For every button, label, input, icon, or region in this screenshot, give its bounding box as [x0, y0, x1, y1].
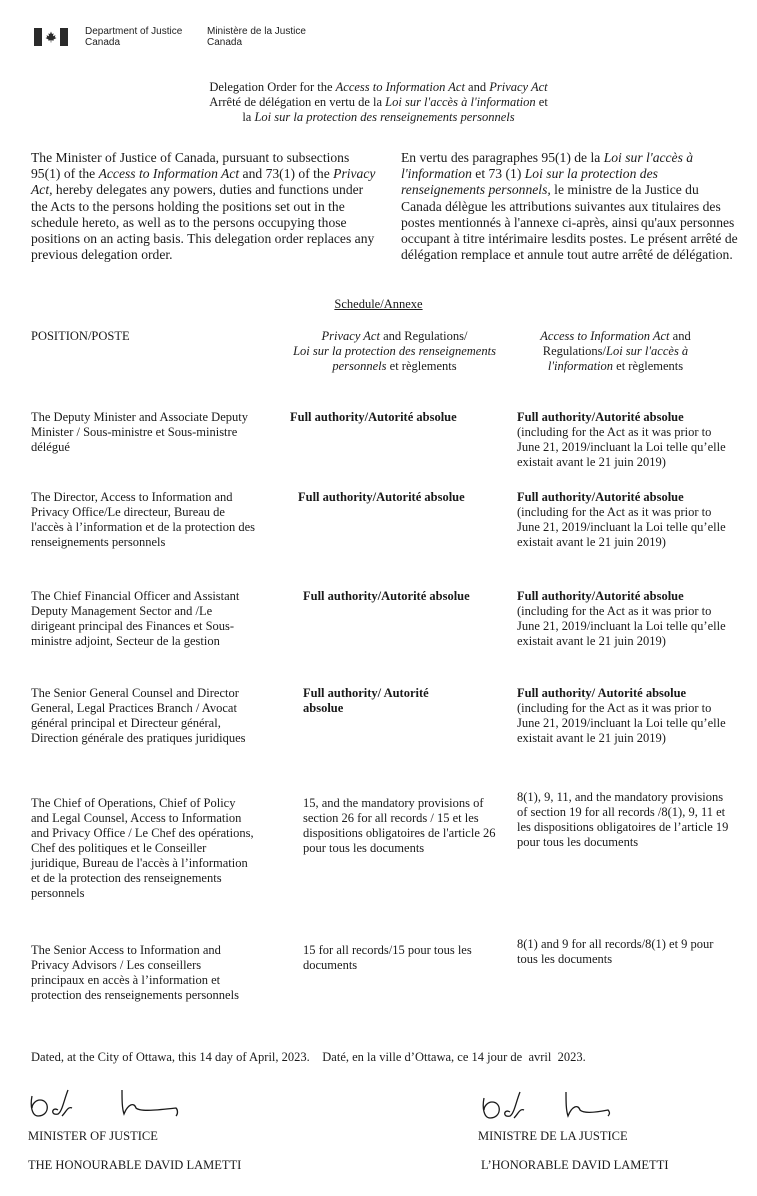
row-ati-authority: 8(1), 9, 11, and the mandatory provisions of section 19 for all records /8(1), 9, 11 et les dispositions obligatoires de l’article 19 pour tous les documents — [517, 790, 729, 849]
authority-note: (including for the Act as it was prior to June 21, 2019/incluant la Loi telle qu’elle existait avant le 21 juin 2019) — [517, 505, 726, 549]
title-text: Delegation Order for the — [209, 80, 336, 94]
authority-label: Full authority/ Autorité absolue — [517, 686, 687, 700]
preamble-text: hereby delegates any powers, duties and functions under the Acts to the persons holding the positions set out in the schedule hereto, as well as to the persons occupying those positions on an acting basis. This delegation order replaces any previous delegation order. — [31, 182, 375, 263]
preamble-fr — [401, 150, 741, 263]
column-header-ati — [513, 329, 718, 374]
schedule-heading: Schedule/Annexe — [334, 297, 423, 311]
row-position: The Senior Access to Information and Privacy Advisors / Les conseillers principaux en accès à l’information et protection des renseignements personnels — [31, 943, 239, 1002]
signature-name-en: THE HONOURABLE DAVID LAMETTI — [28, 1158, 242, 1172]
row-privacy-authority: 15 for all records/15 pour tous les documents — [303, 943, 472, 972]
row-privacy-authority: Full authority/ Autorité absolue — [303, 686, 429, 715]
act-name: Loi sur l'accès à l'information — [401, 150, 694, 182]
signature-name-fr: L’HONORABLE DAVID LAMETTI — [481, 1158, 669, 1172]
canada-flag-icon — [34, 28, 68, 46]
preamble-text: En vertu des paragraphes 95(1) de la — [401, 150, 604, 165]
title-text: la — [242, 110, 255, 124]
preamble-text: et 73 (1) — [471, 166, 525, 182]
row-privacy-authority: Full authority/Autorité absolue — [290, 410, 457, 424]
department-line: Ministère de la Justice — [207, 26, 306, 37]
preamble-text: le ministre de la Justice du Canada délègue les attributions suivantes aux titulaires des postes mentionnés à l'annexe ci-après, ainsi qu'aux personnes occupant à titre intérimaire lesdits postes. Le présent arrêté de délégation remplace et annule tout autre arrêté de délégation. — [401, 182, 738, 263]
signature-icon — [480, 1088, 610, 1124]
preamble-en — [31, 150, 376, 263]
column-header-position: POSITION/POSTE — [31, 329, 130, 343]
dated-en: Dated, at the City of Ottawa, this 14 day of April, 2023. — [31, 1050, 310, 1064]
title-text: et — [535, 95, 548, 109]
row-ati-authority — [517, 490, 732, 550]
row-position: The Chief of Operations, Chief of Policy and Legal Counsel, Access to Information and Privacy Office / Le Chef des opérations, Chef des politiques et le Conseiller juridique, Bureau de l'accès à l’information et de la protection des renseignements personnels — [31, 796, 254, 900]
department-name-en — [85, 26, 182, 48]
column-header-privacy — [292, 329, 497, 374]
row-position: The Deputy Minister and Associate Deputy Minister / Sous-ministre et Sous-ministre délégué — [31, 410, 248, 454]
act-name: Privacy Act — [321, 329, 380, 343]
signature-title-fr: MINISTRE DE LA JUSTICE — [478, 1129, 628, 1143]
row-position: The Chief Financial Officer and Assistant Deputy Management Sector and /Le dirigeant principal des Finances et Sous-ministre adjoint, Secteur de la gestion — [31, 589, 240, 648]
act-name: Access to Information Act — [540, 329, 670, 343]
signature-icon — [28, 1086, 158, 1122]
row-privacy-authority: Full authority/Autorité absolue — [298, 490, 465, 504]
signature-title-en: MINISTER OF JUSTICE — [28, 1129, 158, 1143]
header-text: et règlements — [386, 359, 457, 373]
department-name-fr — [207, 26, 306, 48]
dated-fr: Daté, en la ville d’Ottawa, ce 14 jour de avril 2023. — [322, 1050, 586, 1064]
header-text: et règlements — [613, 359, 684, 373]
title-act: Loi sur l'accès à l'information — [385, 95, 536, 109]
authority-note: (including for the Act as it was prior to June 21, 2019/incluant la Loi telle qu’elle existait avant le 21 juin 2019) — [517, 604, 726, 648]
authority-label: Full authority/Autorité absolue — [517, 410, 684, 424]
act-name: Loi sur la protection des renseignements personnels, — [401, 166, 658, 198]
act-name: Access to Information Act — [98, 166, 240, 182]
dated-line — [31, 1050, 731, 1065]
department-line: Canada — [85, 37, 121, 48]
preamble-text: and 73(1) of the — [239, 166, 334, 182]
row-privacy-authority: 15, and the mandatory provisions of section 26 for all records / 15 et les dispositions obligatoires de l'article 26 pour tous les documents — [303, 796, 496, 855]
act-name: Loi sur la protection des renseignements personnels — [293, 344, 496, 373]
document-title — [0, 80, 757, 125]
authority-note: (including for the Act as it was prior to June 21, 2019/incluant la Loi telle qu’elle existait avant le 21 juin 2019) — [517, 425, 726, 469]
row-position: The Senior General Counsel and Director General, Legal Practices Branch / Avocat général principal et Directeur général, Direction générale des pratiques juridiques — [31, 686, 246, 745]
row-ati-authority — [517, 686, 732, 746]
title-act: Privacy Act — [489, 80, 548, 94]
department-line: Canada — [207, 37, 243, 48]
title-text: Arrêté de délégation en vertu de la — [209, 95, 386, 109]
act-name: Privacy Act, — [31, 166, 376, 198]
row-ati-authority — [517, 589, 732, 649]
row-ati-authority — [517, 410, 732, 470]
title-text: and — [464, 80, 490, 94]
row-ati-authority: 8(1) and 9 for all records/8(1) et 9 pour tous les documents — [517, 937, 714, 966]
authority-label: Full authority/Autorité absolue — [517, 589, 684, 603]
title-act: Loi sur la protection des renseignements personnels — [254, 110, 515, 124]
preamble-text: The Minister of Justice of Canada, pursuant to subsections 95(1) of the — [31, 150, 350, 182]
department-line: Department of Justice — [85, 26, 183, 37]
row-position: The Director, Access to Information and Privacy Office/Le directeur, Bureau de l'accès à l’information et de la protection des renseignements personnels — [31, 490, 256, 549]
header-text: and Regulations/ — [542, 329, 691, 358]
act-name: Loi sur l'accès à l'information — [547, 344, 689, 373]
title-act: Access to Information Act — [335, 80, 465, 94]
authority-label: Full authority/Autorité absolue — [517, 490, 684, 504]
header-text: and Regulations/ — [379, 329, 468, 343]
row-privacy-authority: Full authority/Autorité absolue — [303, 589, 470, 603]
authority-note: (including for the Act as it was prior to June 21, 2019/incluant la Loi telle qu’elle existait avant le 21 juin 2019) — [517, 701, 726, 745]
